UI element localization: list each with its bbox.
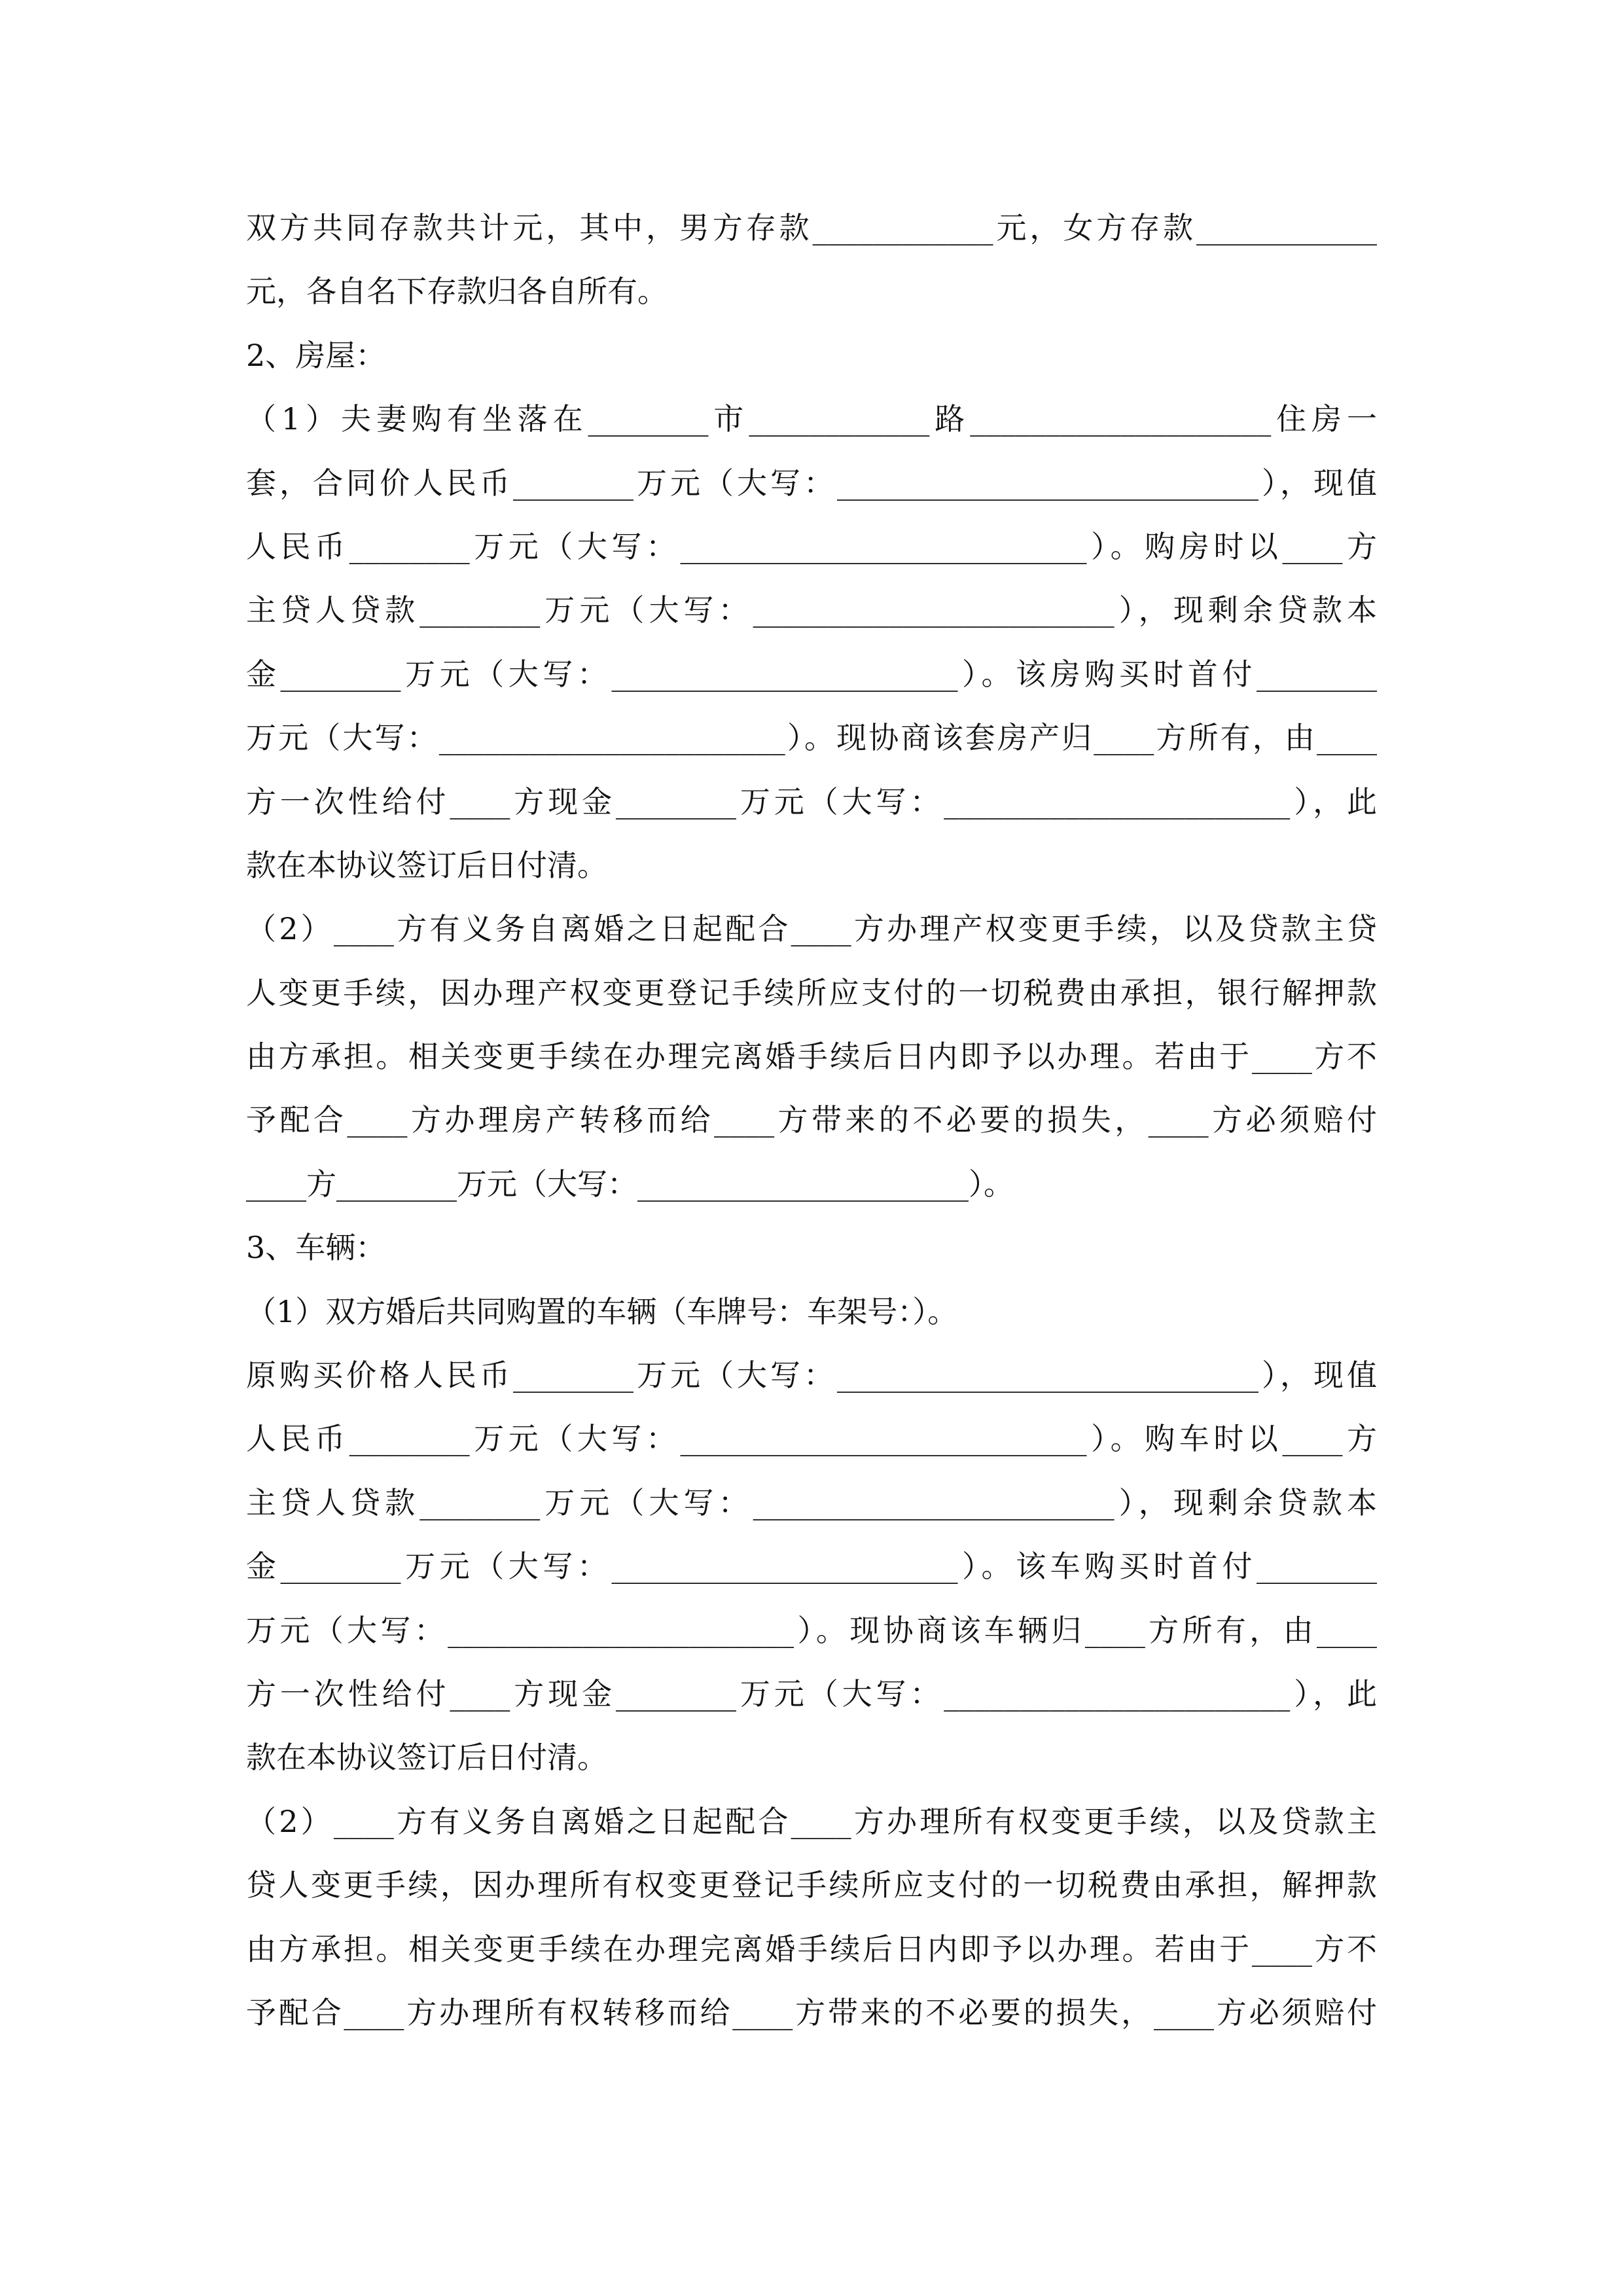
text-line: 予配合____方办理所有权转移而给____方带来的不必要的损失，____方必须赔付: [246, 1994, 1377, 2030]
text-line: 金________万元（大写：_______________________）。该房购买时首付________: [246, 656, 1377, 692]
text-line: 万元（大写：_______________________）。现协商该车辆归____方所有，由____: [246, 1612, 1377, 1648]
section-heading: 3、车辆：: [246, 1230, 386, 1266]
text-line: 元，各自名下存款归各自所有。: [246, 274, 668, 310]
text-line: （2）____方有义务自离婚之日起配合____方办理所有权变更手续，以及贷款主: [246, 1803, 1377, 1839]
text-line: 人民币________万元（大写：___________________________）。购房时以____方: [246, 528, 1377, 564]
text-line: 金________万元（大写：_______________________）。该车购买时首付________: [246, 1549, 1377, 1585]
text-line: 主贷人贷款________万元（大写：________________________），现剩余贷款本: [246, 592, 1377, 628]
text-line: 人变更手续，因办理产权变更登记手续所应支付的一切税费由承担，银行解押款: [246, 975, 1377, 1011]
text-line: 万元（大写：_______________________）。现协商该套房产归____方所有，由____: [246, 720, 1377, 756]
text-line: 套，合同价人民币________万元（大写：____________________________），现值: [246, 465, 1377, 501]
text-line: ____方________万元（大写：______________________）。: [246, 1166, 1014, 1202]
text-line: （1）双方婚后共同购置的车辆（车牌号：车架号：）。: [246, 1293, 958, 1329]
section-heading: 2、房屋：: [246, 337, 386, 373]
text-line: 双方共同存款共计元，其中，男方存款____________元，女方存款____________: [246, 210, 1377, 245]
document-body: [246, 196, 1377, 2045]
text-line: 主贷人贷款________万元（大写：________________________），现剩余贷款本: [246, 1484, 1377, 1520]
text-line: 款在本协议签订后日付清。: [246, 1740, 607, 1776]
text-line: 由方承担。相关变更手续在办理完离婚手续后日内即予以办理。若由于____方不: [246, 1039, 1377, 1075]
text-line: 予配合____方办理房产转移而给____方带来的不必要的损失，____方必须赔付: [246, 1102, 1377, 1138]
text-line: 原购买价格人民币________万元（大写：____________________________），现值: [246, 1357, 1377, 1393]
text-line: 由方承担。相关变更手续在办理完离婚手续后日内即予以办理。若由于____方不: [246, 1931, 1377, 1967]
text-line: 人民币________万元（大写：___________________________）。购车时以____方: [246, 1421, 1377, 1457]
text-line: （1）夫妻购有坐落在________市____________路____________________住房一: [246, 401, 1377, 437]
text-line: （2）____方有义务自离婚之日起配合____方办理产权变更手续，以及贷款主贷: [246, 911, 1377, 947]
text-line: 贷人变更手续，因办理所有权变更登记手续所应支付的一切税费由承担，解押款: [246, 1867, 1377, 1903]
text-line: 方一次性给付____方现金________万元（大写：_______________________），此: [246, 1676, 1377, 1712]
text-line: 方一次性给付____方现金________万元（大写：_______________________），此: [246, 783, 1377, 819]
text-line: 款在本协议签订后日付清。: [246, 847, 607, 883]
